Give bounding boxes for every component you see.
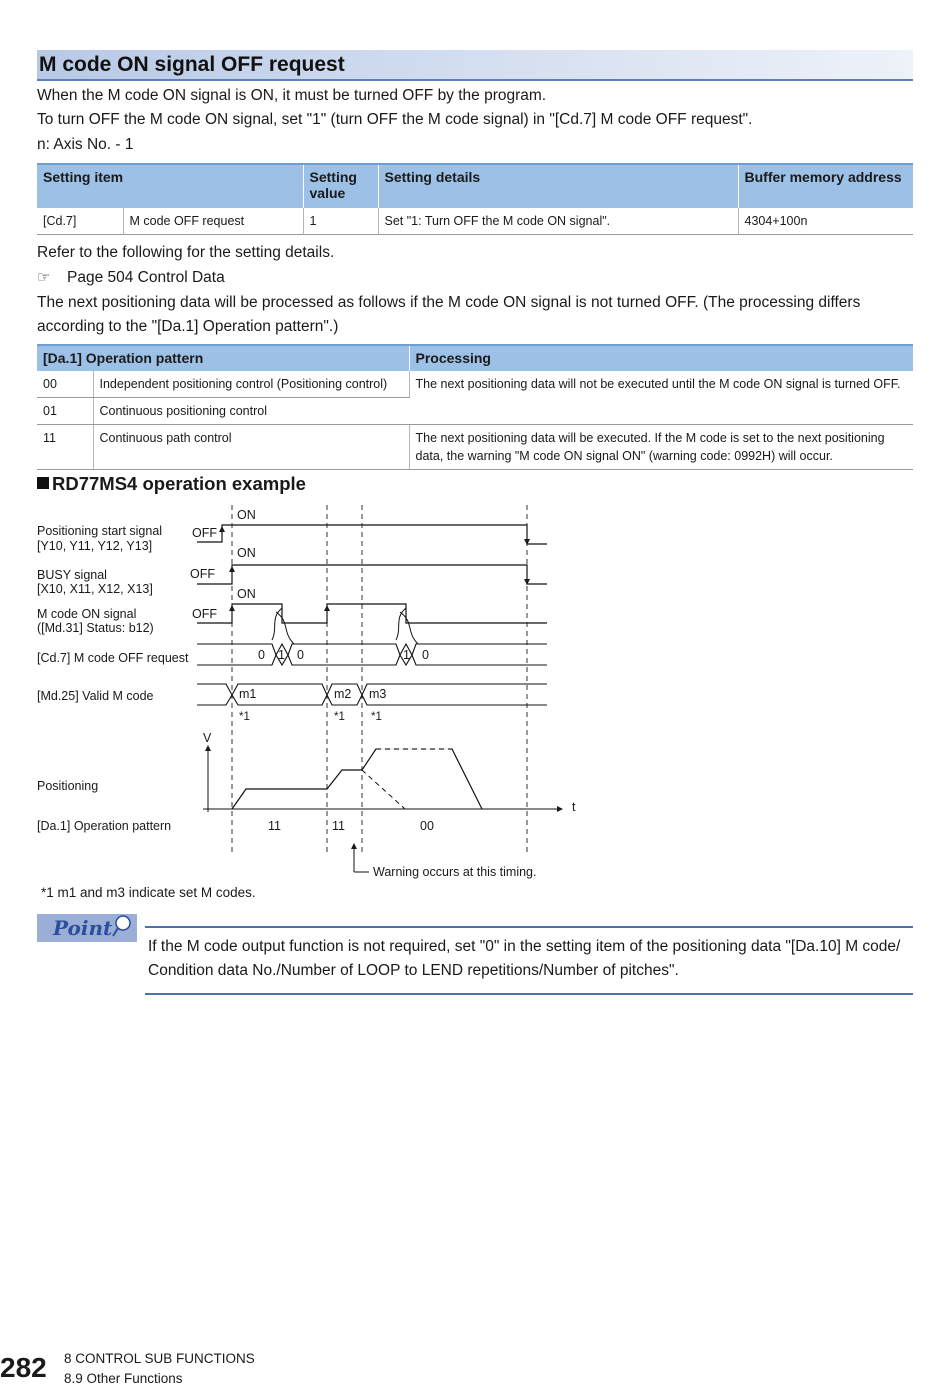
pattern-value: 11 [268,819,281,833]
header-setting-item: Setting item [37,164,303,208]
pattern-value: 11 [332,819,345,833]
star-note: *1 [371,711,382,723]
signal-label: [Da.1] Operation pattern [37,819,172,833]
header-setting-details: Setting details [378,164,738,208]
signal-label: M code ON signal [37,607,137,621]
signal-label: [X10, X11, X12, X13] [37,582,153,596]
cd7-value: 0 [422,648,429,662]
section-label: 8.9 Other Functions [64,1371,183,1386]
chapter-label: 8 CONTROL SUB FUNCTIONS [64,1351,255,1366]
pointing-hand-icon: ☞ [37,269,51,286]
signal-label: [Md.25] Valid M code [37,689,154,703]
intro-line-3: n: Axis No. - 1 [37,136,134,153]
lightbulb-icon [109,914,133,938]
cell-details: Set "1: Turn OFF the M code ON signal". [378,208,738,235]
operation-pattern-table [37,344,913,470]
cell-name: Independent positioning control (Positioning control) [93,371,409,398]
title-bar [37,50,913,81]
reference-link[interactable] [37,268,225,288]
signal-label: [Cd.7] M code OFF request [37,651,189,665]
cd7-value: 1 [403,648,410,662]
intro-line-2: To turn OFF the M code ON signal, set "1" (turn OFF the M code signal) in "[Cd.7] M code OFF request". [37,111,753,128]
footnote: *1 m1 and m3 indicate set M codes. [41,885,256,900]
on-label: ON [237,508,256,522]
header-setting-value: Setting value [303,164,378,208]
off-label: OFF [192,607,217,621]
t-axis-label: t [572,800,576,814]
cell-value: 1 [303,208,378,235]
point-rule-top [145,926,913,928]
cd7-value: 0 [258,648,265,662]
on-label: ON [237,546,256,560]
reference-link-label: Page 504 Control Data [67,269,225,286]
table-row [37,371,913,398]
signal-label: [Y10, Y11, Y12, Y13] [37,539,153,553]
table-row [37,425,913,470]
page-title: M code ON signal OFF request [39,53,345,76]
signal-label: BUSY signal [37,568,107,582]
m-code-value: m1 [239,687,257,701]
star-note: *1 [334,711,345,723]
pattern-value: 00 [420,819,434,833]
timing-diagram [0,500,600,885]
next-text-1: The next positioning data will be processed as follows if the M code ON signal is not turned OFF. (The processing differs [37,294,861,311]
point-badge [37,914,137,942]
signal-label: Positioning [37,779,99,793]
table-row [37,208,913,235]
next-text-2: according to the "[Da.1] Operation pattern".) [37,318,339,335]
page-number: 282 [0,1352,47,1383]
off-label: OFF [192,526,217,540]
point-rule-bottom [145,993,913,995]
warning-label: Warning occurs at this timing. [373,865,537,879]
signal-label: Positioning start signal [37,524,163,538]
point-text: If the M code output function is not required, set "0" in the setting item of the positioning data "[Da.10] M code/ Condition data No./Number of LOOP to LEND repetitions/Number of pitches". [148,938,901,979]
signal-label: ([Md.31] Status: b12) [37,621,154,635]
on-label: ON [237,587,256,601]
header-processing: Processing [409,345,913,371]
cell-code: 01 [37,398,93,425]
cell-code: 00 [37,371,93,398]
cell-name: Continuous positioning control [93,398,409,425]
star-note: *1 [239,711,250,723]
square-bullet-icon [37,477,49,489]
cd7-value: 0 [297,648,304,662]
cell-processing-a: The next positioning data will not be executed until the M code ON signal is turned OFF. [409,371,913,425]
example-heading-label: RD77MS4 operation example [52,473,306,494]
example-heading [37,473,306,495]
v-axis-label: V [203,731,212,745]
intro-line-1: When the M code ON signal is ON, it must be turned OFF by the program. [37,87,547,104]
cell-processing-b: The next positioning data will be executed. If the M code is set to the next positioning data, the warning "M code ON signal ON" (warning code: 0992H) will occur. [409,425,913,470]
header-buffer-address: Buffer memory address [738,164,913,208]
point-label: Point [53,916,113,940]
m-code-value: m3 [369,687,387,701]
off-label: OFF [190,567,215,581]
cell-address: 4304+100n [738,208,913,235]
cell-item-name: M code OFF request [123,208,303,235]
setting-table [37,163,913,235]
m-code-value: m2 [334,687,352,701]
cell-code: 11 [37,425,93,470]
header-operation-pattern: [Da.1] Operation pattern [37,345,409,371]
cell-item-code: [Cd.7] [37,208,123,235]
cell-name: Continuous path control [93,425,409,470]
refer-text: Refer to the following for the setting details. [37,244,335,261]
cd7-value: 1 [278,648,285,662]
